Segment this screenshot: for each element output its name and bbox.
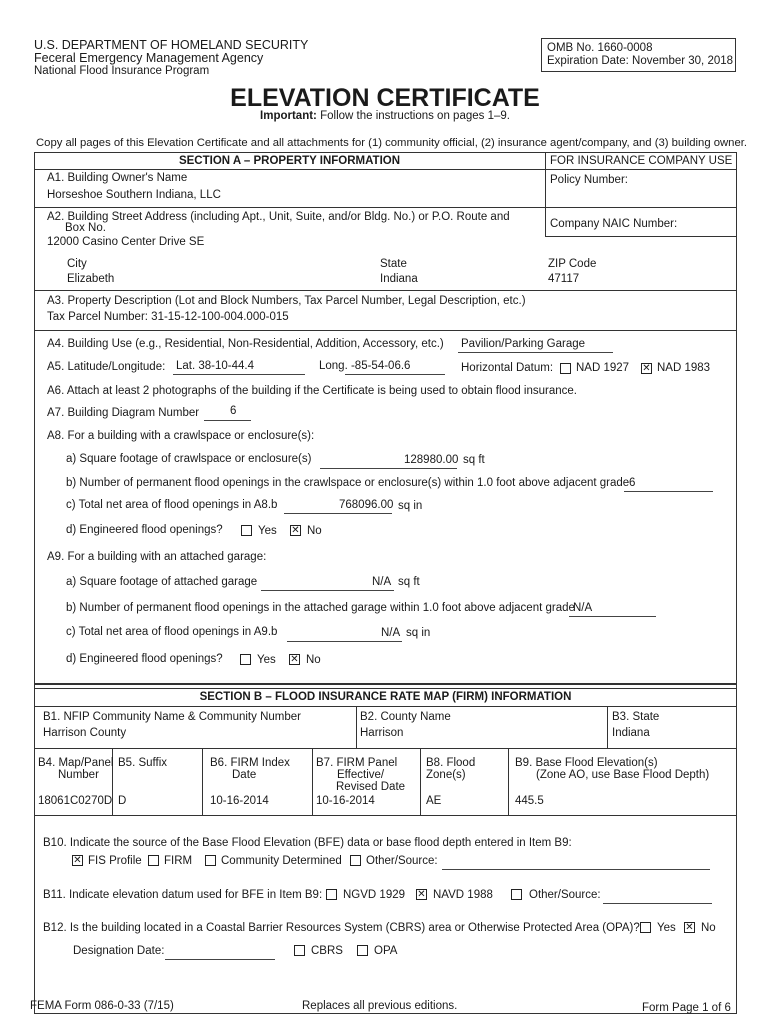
opa-label: OPA (374, 945, 398, 957)
a8d-label: d) Engineered flood openings? (66, 524, 223, 536)
form-title: ELEVATION CERTIFICATE (230, 84, 540, 112)
b2-label: B2. County Name (360, 711, 451, 723)
b6-value[interactable]: 10-16-2014 (210, 795, 269, 807)
cbrs-checkbox[interactable] (294, 945, 305, 956)
a8d-no-checkbox[interactable]: ✕ (291, 525, 300, 536)
horizontal-datum-label: Horizontal Datum: (461, 362, 554, 374)
a3-label: A3. Property Description (Lot and Block Numbers, Tax Parcel Number, Legal Description, etc.) (47, 295, 526, 307)
b3-label: B3. State (612, 711, 660, 723)
section-a-title: SECTION A – PROPERTY INFORMATION (178, 155, 401, 167)
page-number: Form Page 1 of 6 (642, 1002, 731, 1014)
nad1927-label: NAD 1927 (576, 362, 630, 374)
a8d-yes-label: Yes (258, 525, 277, 537)
a6-text: A6. Attach at least 2 photographs of the building if the Certificate is being used to obtain flood insurance. (47, 385, 577, 397)
b10-label: B10. Indicate the source of the Base Flood Elevation (BFE) data or base flood depth entered in Item B9: (43, 837, 572, 849)
b10-fis-checkbox[interactable]: ✕ (73, 855, 82, 866)
b9-label-cont: (Zone AO, use Base Flood Depth) (536, 769, 710, 781)
a9d-yes-checkbox[interactable] (240, 654, 251, 665)
b11-other-label: Other/Source: (529, 889, 601, 901)
b5-value[interactable]: D (118, 795, 127, 807)
zip-label: ZIP Code (548, 258, 597, 270)
b12-no-label: No (701, 922, 716, 934)
agency-line-1: U.S. DEPARTMENT OF HOMELAND SECURITY (34, 38, 309, 52)
a9c-value[interactable]: N/A (381, 627, 401, 639)
copy-instruction: Copy all pages of this Elevation Certificate and all attachments for (1) community official, (2) insurance agent/company, and (3) building owner. (36, 137, 748, 149)
b5-label: B5. Suffix (118, 757, 168, 769)
cbrs-label: CBRS (311, 945, 343, 957)
b7-label-cont2: Revised Date (336, 781, 406, 793)
a9a-unit: sq ft (398, 576, 420, 588)
nad1927-checkbox[interactable] (560, 363, 571, 374)
a9b-value[interactable]: N/A (573, 602, 593, 614)
state-label: State (380, 258, 407, 270)
b11-ngvd-label: NGVD 1929 (343, 889, 406, 901)
a3-value[interactable]: Tax Parcel Number: 31-15-12-100-004.000-015 (47, 311, 289, 323)
a8b-label: b) Number of permanent flood openings in the crawlspace or enclosure(s) within 1.0 foot above adjacent grade (66, 477, 630, 489)
a9d-no-checkbox[interactable]: ✕ (290, 654, 299, 665)
b6-label: B6. FIRM Index (210, 757, 290, 769)
a9d-label: d) Engineered flood openings? (66, 653, 223, 665)
naic-number-label: Company NAIC Number: (550, 218, 678, 230)
b4-label-cont: Number (58, 769, 99, 781)
a8-label: A8. For a building with a crawlspace or enclosure(s): (47, 430, 315, 442)
a5-longitude[interactable]: Long. -85-54-06.6 (319, 360, 411, 372)
b11-other-checkbox[interactable] (511, 889, 522, 900)
a9d-yes-label: Yes (257, 654, 276, 666)
b4-label: B4. Map/Panel (38, 757, 114, 769)
a2-label: A2. Building Street Address (including Apt., Unit, Suite, and/or Bldg. No.) or P.O. Route and (47, 211, 510, 223)
a1-label: A1. Building Owner's Name (47, 172, 188, 184)
important-text: Follow the instructions on pages 1–9. (320, 110, 510, 122)
form-id: FEMA Form 086-0-33 (7/15) (30, 1000, 174, 1012)
b1-value[interactable]: Harrison County (43, 727, 127, 739)
replaces-note: Replaces all previous editions. (302, 1000, 458, 1012)
b7-value[interactable]: 10-16-2014 (316, 795, 375, 807)
a4-label: A4. Building Use (e.g., Residential, Non-Residential, Addition, Accessory, etc.) (47, 338, 444, 350)
b8-value[interactable]: AE (426, 795, 442, 807)
a9-label: A9. For a building with an attached garage: (47, 551, 267, 563)
a8a-unit: sq ft (463, 454, 485, 466)
zip-value[interactable]: 47117 (548, 273, 580, 285)
a8d-no-label: No (307, 525, 322, 537)
a5-latitude[interactable]: Lat. 38-10-44.4 (176, 360, 255, 372)
a2-value[interactable]: 12000 Casino Center Drive SE (47, 236, 205, 248)
a4-value[interactable]: Pavilion/Parking Garage (461, 338, 586, 350)
b9-label: B9. Base Flood Elevation(s) (515, 757, 658, 769)
b10-community-label: Community Determined (221, 855, 342, 867)
b10-firm-checkbox[interactable] (148, 855, 159, 866)
section-b-title: SECTION B – FLOOD INSURANCE RATE MAP (FIRM) INFORMATION (199, 691, 572, 703)
a7-value[interactable]: 6 (230, 405, 237, 417)
insurance-use-heading: FOR INSURANCE COMPANY USE (550, 155, 733, 167)
b10-other-label: Other/Source: (366, 855, 438, 867)
a9c-label: c) Total net area of flood openings in A9.b (66, 626, 278, 638)
a9d-no-label: No (306, 654, 321, 666)
policy-number-label: Policy Number: (550, 174, 628, 186)
b10-other-checkbox[interactable] (350, 855, 361, 866)
a9a-label: a) Square footage of attached garage (66, 576, 258, 588)
b2-value[interactable]: Harrison (360, 727, 404, 739)
a5-label: A5. Latitude/Longitude: (47, 361, 166, 373)
state-value[interactable]: Indiana (380, 273, 418, 285)
b9-value[interactable]: 445.5 (515, 795, 544, 807)
b10-community-checkbox[interactable] (205, 855, 216, 866)
a8a-value[interactable]: 128980.00 (404, 454, 459, 466)
b10-firm-label: FIRM (164, 855, 193, 867)
a8c-label: c) Total net area of flood openings in A8.b (66, 499, 278, 511)
city-label: City (67, 258, 87, 270)
opa-checkbox[interactable] (357, 945, 368, 956)
expiration-date: Expiration Date: November 30, 2018 (547, 55, 734, 67)
important-note (0, 110, 770, 123)
nad1983-label: NAD 1983 (657, 362, 711, 374)
nad1983-checkbox[interactable]: ✕ (642, 363, 651, 374)
b11-navd-checkbox[interactable]: ✕ (417, 889, 426, 900)
agency-line-2: Feceral Emergency Management Agency (34, 51, 264, 65)
a9c-unit: sq in (406, 627, 431, 639)
a8c-value[interactable]: 768096.00 (339, 499, 394, 511)
b8-label: B8. Flood (426, 757, 476, 769)
b6-label-cont: Date (232, 769, 257, 781)
a7-label: A7. Building Diagram Number (47, 407, 200, 419)
omb-number: OMB No. 1660-0008 (547, 42, 653, 54)
a2-label-cont: Box No. (65, 222, 106, 234)
a8b-value[interactable]: 6 (629, 477, 636, 489)
important-label: Important: (260, 110, 317, 122)
b12-yes-checkbox[interactable] (640, 922, 651, 933)
b12-yes-label: Yes (657, 922, 676, 934)
a1-value[interactable]: Horseshoe Southern Indiana, LLC (47, 189, 221, 201)
b12-no-checkbox[interactable]: ✕ (685, 922, 694, 933)
b11-label: B11. Indicate elevation datum used for BFE in Item B9: (43, 889, 323, 901)
a9a-value[interactable]: N/A (372, 576, 392, 588)
a8a-label: a) Square footage of crawlspace or enclosure(s) (66, 453, 312, 465)
designation-date-label: Designation Date: (73, 945, 165, 957)
a8d-yes-checkbox[interactable] (241, 525, 252, 536)
b8-label-cont: Zone(s) (426, 769, 466, 781)
b10-fis-label: FIS Profile (88, 855, 142, 867)
b4-value[interactable]: 18061C0270D (38, 795, 113, 807)
b11-navd-label: NAVD 1988 (433, 889, 493, 901)
a9b-label: b) Number of permanent flood openings in the attached garage within 1.0 foot above adjacent grade (66, 602, 575, 614)
b1-label: B1. NFIP Community Name & Community Number (43, 711, 301, 723)
b12-label: B12. Is the building located in a Coastal Barrier Resources System (CBRS) area or Otherwise Protected Area (OPA)? (43, 922, 640, 934)
city-value[interactable]: Elizabeth (67, 273, 115, 285)
b3-value[interactable]: Indiana (612, 727, 650, 739)
b11-ngvd-checkbox[interactable] (326, 889, 337, 900)
b7-label: B7. FIRM Panel (316, 757, 398, 769)
a8c-unit: sq in (398, 500, 423, 512)
b7-label-cont: Effective/ (337, 769, 385, 781)
agency-line-3: National Flood Insurance Program (34, 65, 210, 77)
